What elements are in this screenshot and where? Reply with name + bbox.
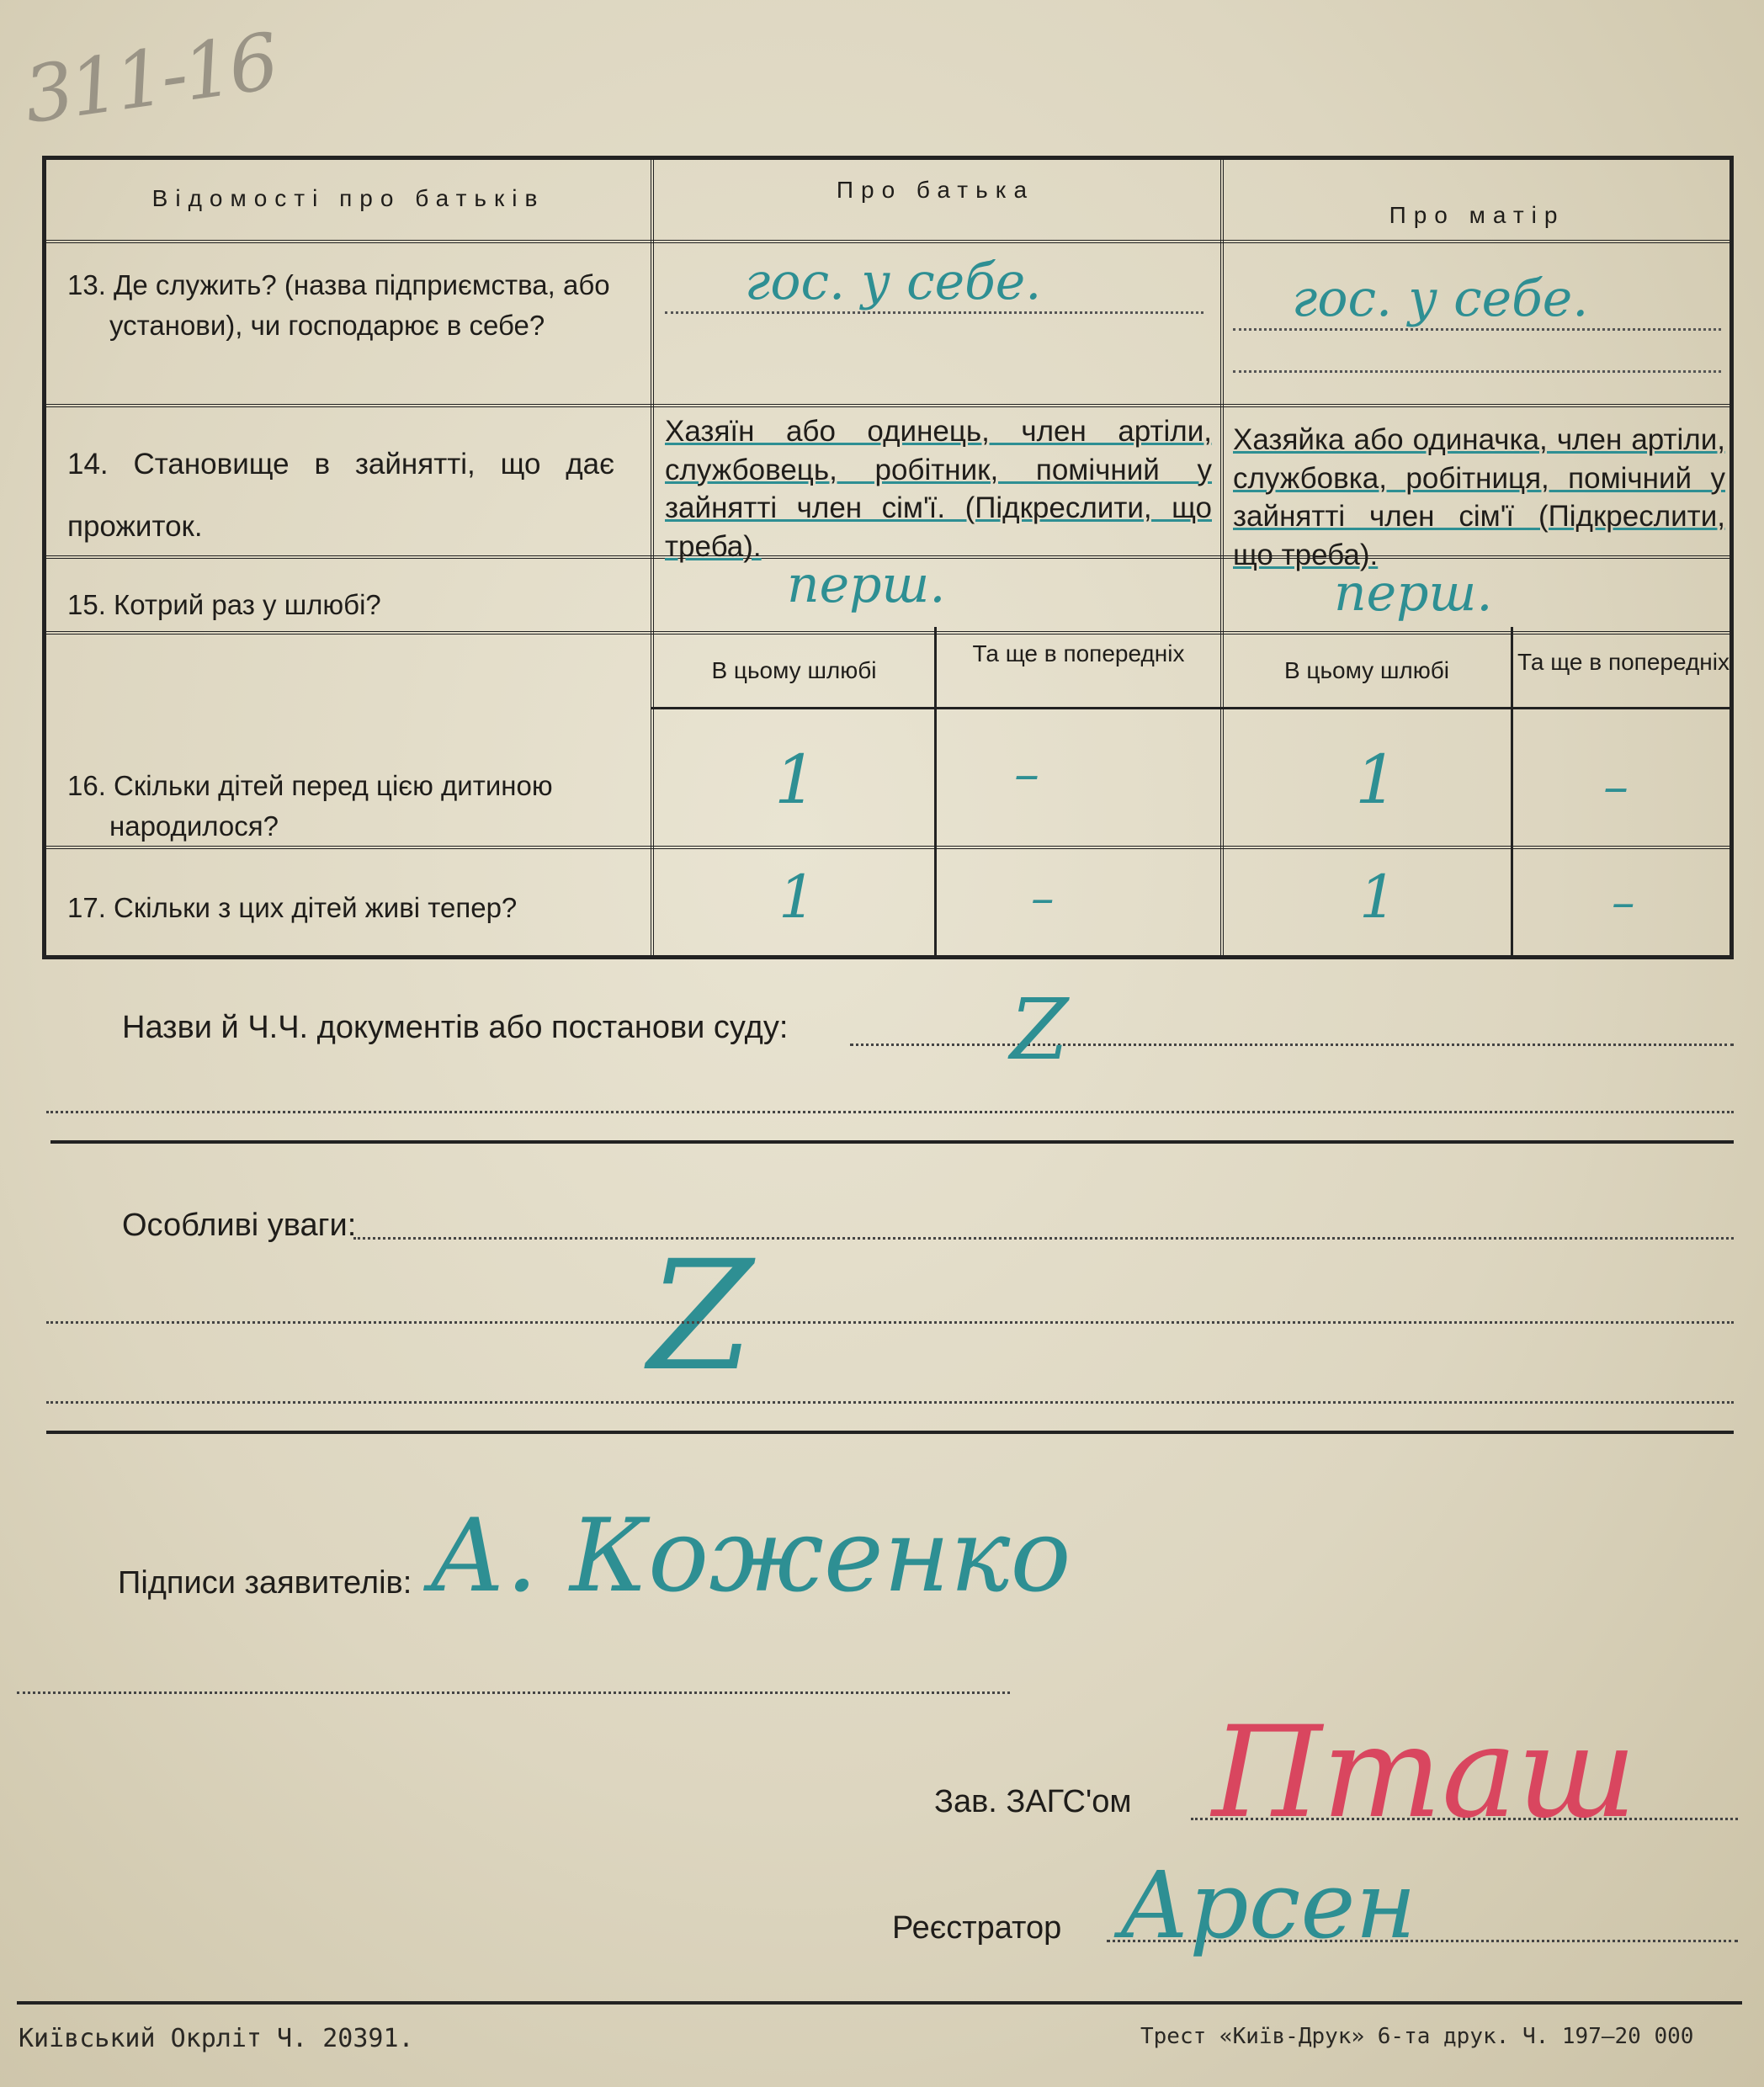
registrar-signature: Арсен [1119, 1851, 1416, 1959]
q13-mother-value: гос. у себе. [1292, 269, 1589, 328]
q15-mother-value: перш. [1334, 564, 1493, 623]
header-parents-info: Відомості про батьків [151, 185, 545, 211]
documents-value: Z [1010, 980, 1069, 1079]
q15-father-value: перш. [787, 555, 946, 614]
header-father: Про батька [836, 177, 1035, 203]
q17-mother-this: 1 [1359, 863, 1397, 932]
divider [46, 631, 1729, 635]
q14-mother-options: Хазяйка або одиначка, член артіли, службовка, робітниця, помічний у зайнятті член сім'ї (Підкреслити, що треба). [1233, 423, 1725, 571]
q13-label: 13. Де служить? (назва підприємства, або установи), чи господарює в себе? [67, 269, 610, 341]
footer-right: Трест «Київ-Друк» 6-та друк. Ч. 197—20 000 [1140, 2024, 1694, 2049]
corner-pencil-note: 311-16 [19, 16, 281, 141]
parents-info-table [42, 156, 1734, 959]
q17-father-prev: – [1031, 871, 1055, 925]
q17-mother-prev: – [1612, 875, 1635, 929]
head-label: Зав. ЗАГС'ом [934, 1784, 1132, 1819]
notes-value: Z [648, 1229, 754, 1405]
divider [651, 707, 1729, 709]
rule [50, 1140, 1734, 1144]
subheader-mother-prev: Та ще в попередніх [1517, 649, 1729, 675]
q13-father-value: гос. у себе. [745, 252, 1042, 311]
fill-line [17, 1691, 1010, 1694]
divider [46, 240, 1729, 243]
fill-line [46, 1111, 1734, 1113]
registrar-label: Реєстратор [892, 1910, 1062, 1946]
footer-rule [17, 2001, 1742, 2005]
applicants-signature-label: Підписи заявителів: [118, 1565, 412, 1601]
documents-label: Назви й Ч.Ч. документів або постанови суду: [122, 1010, 789, 1045]
q16-mother-this: 1 [1355, 741, 1398, 819]
fill-line [46, 1321, 1734, 1324]
q17-label: 17. Скільки з цих дітей живі тепер? [67, 892, 518, 923]
divider [934, 627, 937, 955]
q14-label: 14. Становище в зайнятті, що дає прожиток. [67, 448, 614, 543]
fill-line [46, 1401, 1734, 1404]
head-signature: Пташ [1212, 1700, 1637, 1846]
header-mother: Про матір [1389, 202, 1565, 228]
notes-label: Особливі уваги: [122, 1208, 357, 1243]
q16-father-prev: – [1014, 745, 1039, 804]
applicant-signature: А. Коженко [429, 1498, 1071, 1615]
q16-label: 16. Скільки дітей перед цією дитиною народилося? [67, 770, 553, 842]
subheader-mother-this: В цьому шлюбі [1283, 657, 1450, 683]
q17-father-this: 1 [778, 863, 816, 932]
fill-line [850, 1044, 1734, 1046]
q15-label: 15. Котрий раз у шлюбі? [67, 589, 381, 620]
rule [46, 1431, 1734, 1434]
dotted-line [1233, 328, 1721, 331]
subheader-father-prev: Та ще в попередніх [972, 640, 1185, 666]
fill-line [353, 1237, 1734, 1240]
q16-father-this: 1 [774, 741, 817, 819]
divider [46, 404, 1729, 407]
dotted-line [665, 311, 1203, 314]
q14-father-options: Хазяїн або одинець, член артіли, службовець, робітник, помічний у зайнятті член сім'ї. (Підкреслити, що треба). [665, 415, 1212, 563]
footer-left: Київський Окрліт Ч. 20391. [19, 2024, 414, 2053]
q16-mother-prev: – [1603, 757, 1629, 816]
subheader-father-this: В цьому шлюбі [711, 657, 877, 683]
dotted-line [1233, 370, 1721, 373]
